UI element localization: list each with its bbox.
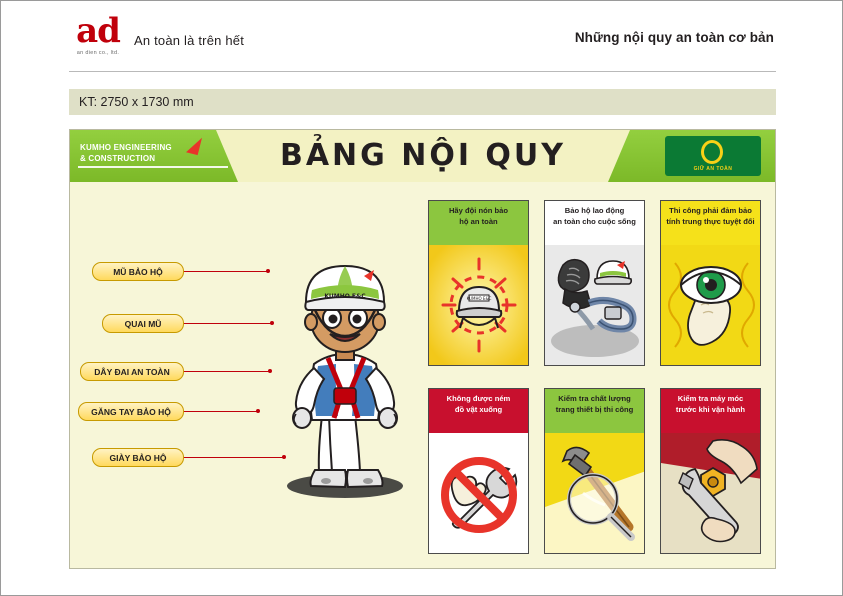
poster-inspect-equipment[interactable]	[544, 388, 645, 554]
poster-integrity[interactable]	[660, 200, 761, 366]
callout-safety-shoes-label: GIÀY BẢO HỘ	[109, 453, 167, 463]
callout-gloves-label: GĂNG TAY BẢO HỘ	[91, 407, 171, 417]
page-title: Những nội quy an toàn cơ bản	[574, 30, 774, 45]
poster-no-throwing[interactable]	[428, 388, 529, 554]
poster-inspect-equipment-caption-line1: Kiểm tra chất lượng	[558, 394, 631, 403]
logo-subtitle: an dien co., ltd.	[76, 50, 120, 56]
poster-helmet-caption-line1: Hãy đội nón bảo	[448, 206, 509, 215]
hammer-magnifier-icon	[545, 433, 645, 553]
poster-no-throwing-caption-line2: đồ vật xuống	[454, 404, 503, 414]
poster-ppe[interactable]	[544, 200, 645, 366]
board-header-inner	[70, 130, 775, 182]
poster-machine-check[interactable]	[660, 388, 761, 554]
helmet-icon	[429, 245, 529, 365]
leader-dot-helmet	[266, 269, 270, 273]
callout-helmet-label: MŨ BẢO HỘ	[113, 267, 163, 277]
poster-helmet-caption-line2: hộ an toàn	[459, 216, 498, 226]
leader-line-chinstrap	[184, 323, 272, 324]
safety-board	[69, 129, 776, 569]
callout-chinstrap-label: QUAI MŨ	[124, 319, 162, 329]
leader-dot-safety-shoes	[282, 455, 286, 459]
poster-machine-check-caption	[661, 389, 760, 433]
badge-ring-icon	[701, 140, 723, 164]
kumho-brand-line2: & CONSTRUCTION	[80, 154, 156, 163]
kumho-brand	[80, 142, 200, 164]
poster-helmet[interactable]	[428, 200, 529, 366]
callout-safety-shoes	[92, 448, 184, 467]
safety-badge	[665, 136, 761, 176]
callout-safety-belt	[80, 362, 184, 381]
leader-dot-chinstrap	[270, 321, 274, 325]
poster-helmet-caption	[429, 201, 528, 245]
company-logo	[69, 11, 127, 62]
dimension-label: KT: 2750 x 1730 mm	[79, 95, 194, 109]
poster-integrity-caption-line2: tính trung thực tuyệt đối	[666, 216, 755, 226]
helmet-brand-text: KUMHO E&C	[324, 293, 366, 300]
poster-inspect-equipment-caption	[545, 389, 644, 433]
kumho-underline	[78, 166, 228, 168]
poster-machine-check-caption-line1: Kiểm tra máy móc	[677, 394, 744, 403]
board-header	[70, 130, 775, 182]
poster-helmet-body	[429, 245, 528, 365]
poster-no-throwing-caption-line1: Không được ném	[446, 394, 511, 403]
poster-grid	[428, 200, 762, 560]
leader-dot-safety-belt	[268, 369, 272, 373]
poster-inspect-equipment-body	[545, 433, 644, 553]
leader-dot-gloves	[256, 409, 260, 413]
boots-helmet-harness-icon	[545, 245, 645, 365]
poster-no-throwing-body	[429, 433, 528, 553]
poster-integrity-caption-line1: Thi công phải đảm bảo	[669, 206, 752, 215]
board-title-plate	[238, 130, 608, 182]
header-divider	[69, 71, 776, 72]
kumho-brand-line1: KUMHO ENGINEERING	[80, 143, 172, 152]
board-title: BẢNG NỘI QUY	[279, 138, 567, 173]
header-slogan: An toàn là trên hết	[134, 33, 245, 48]
callout-safety-belt-label: DÂY ĐAI AN TOÀN	[94, 367, 170, 377]
eye-hand-icon	[661, 245, 761, 365]
poster-ppe-body	[545, 245, 644, 365]
no-throwing-tools-icon	[429, 433, 529, 553]
leader-line-safety-belt	[184, 371, 270, 372]
poster-ppe-caption-line2: an toàn cho cuộc sống	[553, 216, 636, 226]
badge-label: GIỮ AN TOÀN	[693, 166, 733, 172]
poster-ppe-caption-line1: Bảo hộ lao động	[564, 206, 625, 215]
poster-machine-check-caption-line2: trước khi vận hành	[675, 404, 746, 414]
callout-chinstrap	[102, 314, 184, 333]
poster-no-throwing-caption	[429, 389, 528, 433]
poster-inspect-equipment-caption-line2: trang thiết bị thi công	[555, 404, 634, 414]
leader-line-gloves	[184, 411, 258, 412]
logo-wordmark: ad	[76, 11, 120, 51]
leader-line-helmet	[184, 271, 268, 272]
callout-helmet	[92, 262, 184, 281]
dimension-bar	[69, 89, 776, 115]
poster-ppe-caption	[545, 201, 644, 245]
svg-text:KUMHO E&C: KUMHO E&C	[466, 296, 492, 301]
leader-line-safety-shoes	[184, 457, 284, 458]
callout-gloves	[78, 402, 184, 421]
page-header	[1, 1, 843, 73]
poster-machine-check-body	[661, 433, 760, 553]
poster-integrity-body	[661, 245, 760, 365]
worker-mascot-illustration	[260, 238, 430, 508]
wrench-bolt-icon	[661, 433, 761, 553]
poster-integrity-caption	[661, 201, 760, 245]
